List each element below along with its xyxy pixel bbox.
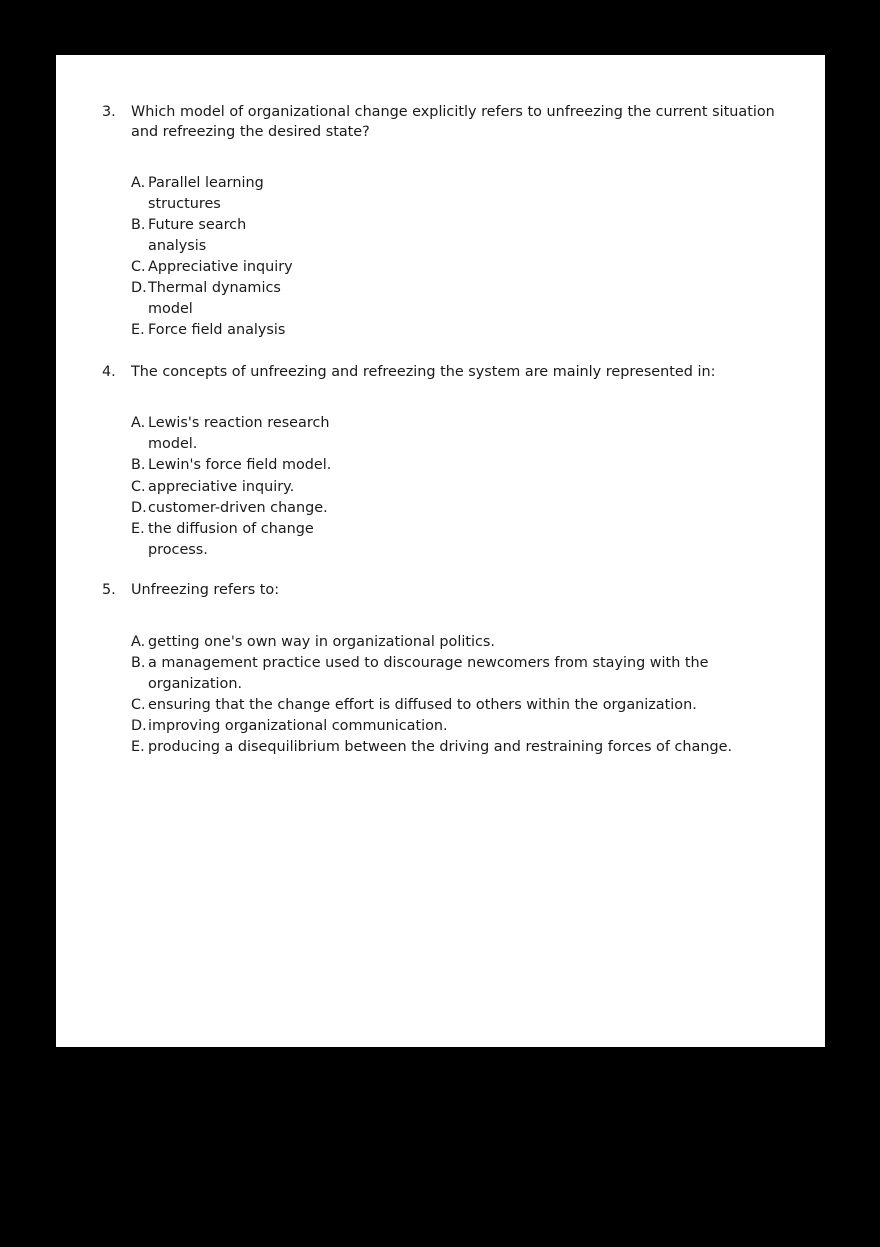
option-letter-4-c: C. — [131, 478, 146, 495]
option-4-c[interactable] — [102, 477, 803, 498]
option-letter-4-d: D. — [131, 499, 147, 516]
options-list-3 — [102, 173, 803, 341]
option-letter-4-b: B. — [131, 457, 146, 474]
option-text-3-b: Future search analysis — [148, 217, 247, 254]
option-5-e[interactable] — [102, 737, 803, 758]
option-text-3-c: Appreciative inquiry — [148, 259, 293, 275]
option-3-e[interactable] — [102, 320, 803, 341]
question-text-3: Which model of organizational change explicitly refers to unfreezing the current situation and refreezing the desired state? — [131, 104, 775, 140]
option-letter-3-a: A. — [131, 175, 146, 192]
option-letter-3-d: D. — [131, 280, 147, 297]
document-page — [56, 55, 825, 1047]
question-block-5 — [102, 581, 803, 758]
option-letter-4-e: E. — [131, 520, 145, 537]
question-stem-4 — [102, 363, 803, 383]
question-number-3: 3. — [102, 104, 116, 120]
option-3-a[interactable] — [102, 173, 803, 214]
option-5-a[interactable] — [102, 632, 803, 653]
option-5-d[interactable] — [102, 716, 803, 737]
options-list-4 — [102, 413, 803, 560]
option-letter-5-c: C. — [131, 697, 146, 714]
option-letter-5-a: A. — [131, 633, 146, 650]
question-number-4: 4. — [102, 363, 116, 380]
option-text-5-c: ensuring that the change effort is diffused to others within the organization. — [148, 697, 697, 714]
option-text-5-b: a management practice used to discourage newcomers from staying with the organization. — [148, 655, 709, 692]
option-4-d[interactable] — [102, 498, 803, 519]
question-text-5: Unfreezing refers to: — [131, 582, 280, 599]
option-letter-3-b: B. — [131, 217, 146, 234]
question-text-4: The concepts of unfreezing and refreezing the system are mainly represented in: — [131, 363, 716, 380]
option-4-b[interactable] — [102, 455, 803, 476]
option-text-4-d: customer-driven change. — [148, 499, 328, 516]
option-text-3-e: Force field analysis — [148, 322, 286, 339]
option-text-4-e: the diffusion of change process. — [148, 520, 314, 558]
question-stem-5 — [102, 581, 803, 601]
option-text-5-a: getting one's own way in organizational politics. — [148, 633, 495, 650]
option-letter-5-d: D. — [131, 718, 147, 735]
option-4-a[interactable] — [102, 413, 803, 454]
option-letter-5-e: E. — [131, 739, 145, 756]
option-letter-3-c: C. — [131, 259, 146, 275]
question-block-3 — [102, 103, 803, 341]
question-list — [102, 103, 803, 759]
question-stem-3 — [102, 103, 803, 142]
option-5-b[interactable] — [102, 653, 803, 694]
option-3-c[interactable] — [102, 257, 803, 278]
option-letter-3-e: E. — [131, 322, 145, 339]
question-number-5: 5. — [102, 582, 116, 599]
option-text-3-d: Thermal dynamics model — [148, 280, 281, 317]
option-text-5-d: improving organizational communication. — [148, 718, 448, 735]
question-block-4 — [102, 363, 803, 561]
option-text-4-c: appreciative inquiry. — [148, 478, 295, 495]
option-5-c[interactable] — [102, 695, 803, 716]
option-letter-4-a: A. — [131, 415, 146, 432]
option-4-e[interactable] — [102, 519, 803, 560]
option-3-b[interactable] — [102, 215, 803, 256]
option-text-5-e: producing a disequilibrium between the driving and restraining forces of change. — [148, 739, 733, 756]
option-3-d[interactable] — [102, 278, 803, 319]
option-text-4-a: Lewis's reaction research model. — [148, 415, 330, 453]
option-text-3-a: Parallel learning structures — [148, 175, 264, 212]
options-list-5 — [102, 632, 803, 758]
option-text-4-b: Lewin's force field model. — [148, 457, 332, 474]
option-letter-5-b: B. — [131, 655, 146, 672]
